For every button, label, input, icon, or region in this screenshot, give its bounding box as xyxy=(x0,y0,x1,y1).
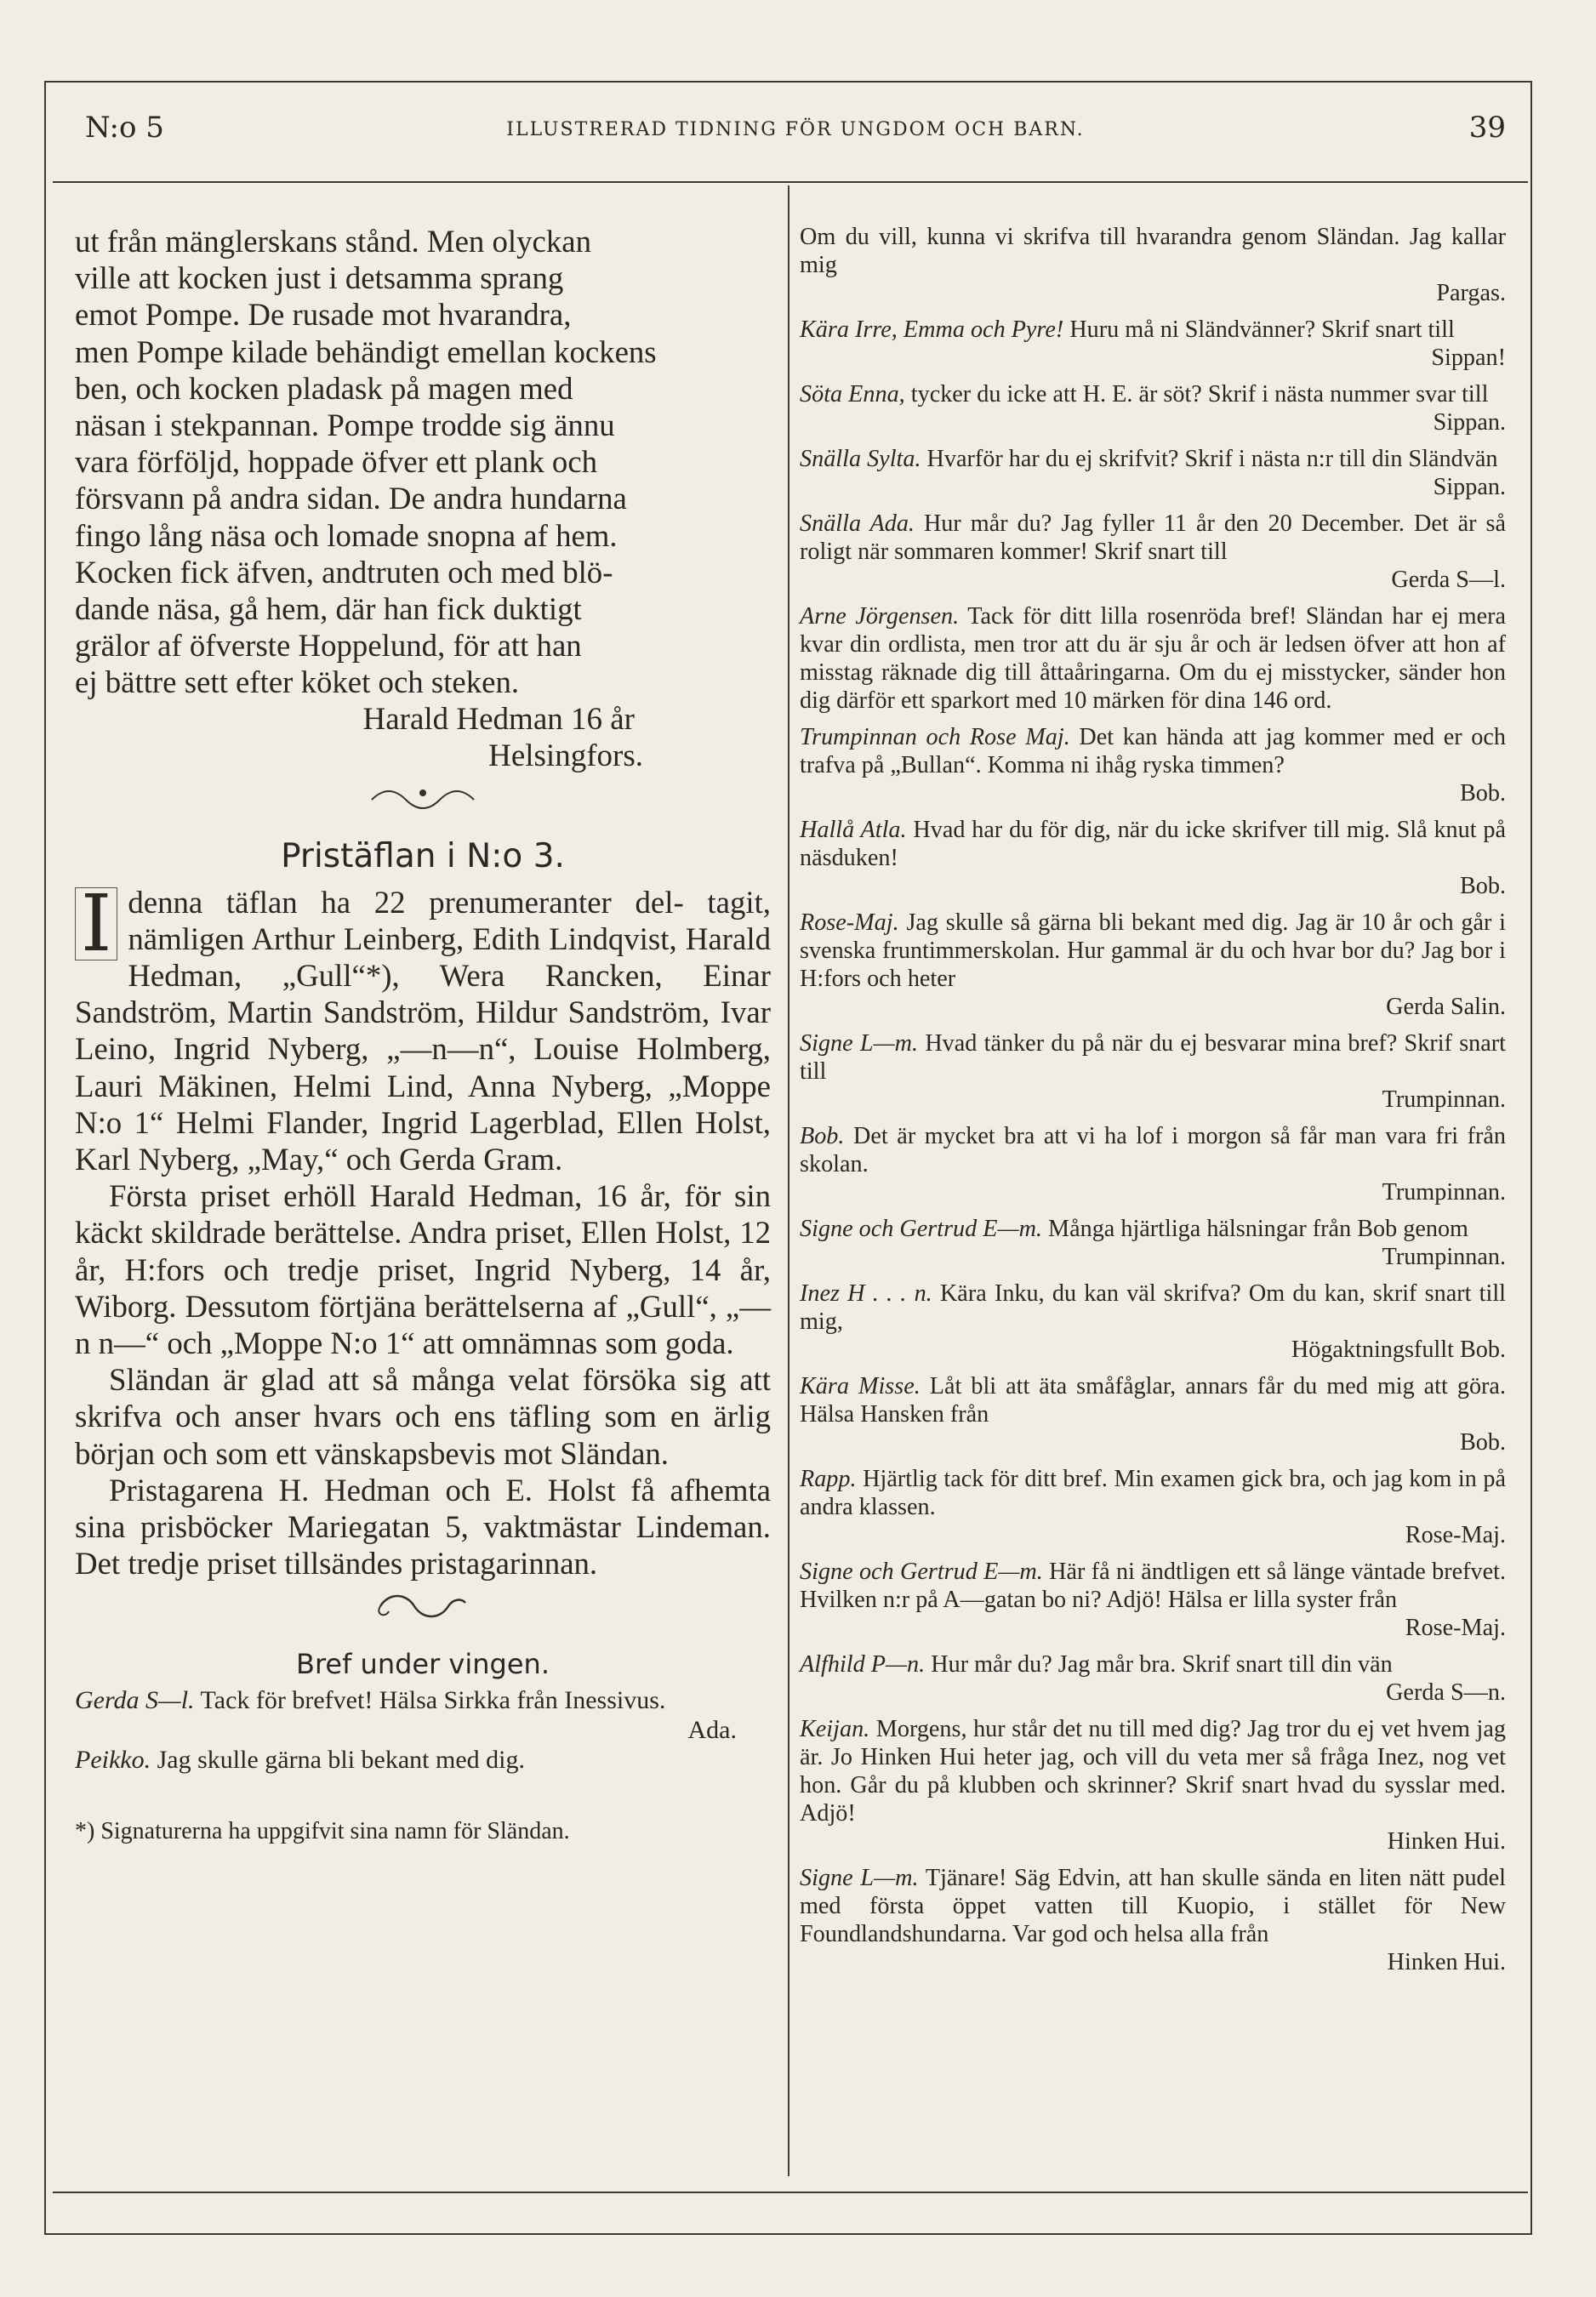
letter-text: Jag skulle så gärna bli bekant med dig. Jag är 10 år och går i svenska fruntimmerskolan. Hur gammal är du och hvar bor du? Jag bor i H:fors och heter xyxy=(800,909,1507,992)
story-line: näsan i stekpannan. Pompe trodde sig ännu xyxy=(75,408,615,443)
letter-entry xyxy=(800,1215,1506,1271)
letter-text: Hvad tänker du på när du ej besvarar mina bref? Skrif snart till xyxy=(800,1030,1506,1085)
bref-entry xyxy=(75,1745,771,1775)
ornament-icon xyxy=(363,1587,482,1625)
letter-signature: Gerda S—l. xyxy=(1391,567,1506,593)
letter-signature: Rose-Maj. xyxy=(1405,1615,1506,1641)
letter-name: Signe L—m. xyxy=(800,1865,919,1891)
letter-signature: Trumpinnan. xyxy=(1382,1244,1506,1270)
letter-signature: Bob. xyxy=(1459,1429,1506,1456)
prize-section xyxy=(75,877,771,1582)
letter-text: Hur mår du? Jag fyller 11 år den 20 December. Det är så roligt när sommaren kommer! Skrif snart till xyxy=(800,510,1506,565)
letter-text: Det är mycket bra att vi ha lof i morgon så får man vara fri från skolan. xyxy=(800,1123,1507,1177)
letter-name: Bob. xyxy=(800,1123,845,1149)
story-continuation xyxy=(75,223,771,701)
letter-entry xyxy=(800,1029,1506,1114)
letter-signature: Högaktningsfullt Bob. xyxy=(1291,1337,1506,1363)
letter-text: Låt bli att äta småfåglar, annars får du med mig att göra. Hälsa Hansken från xyxy=(800,1373,1506,1428)
bref-entry xyxy=(75,1685,771,1715)
letter-text: tycker du icke att H. E. är söt? Skrif i nästa nummer svar till xyxy=(910,381,1489,408)
letter-text: Huru må ni Sländvänner? Skrif snart till xyxy=(1069,316,1455,343)
prize-paragraph-3: Pristagarena H. Hedman och E. Holst få afhemta sina prisböcker Mariegatan 5, vaktmästar Lindeman. Det tredje priset tillsändes pristagarinnan. xyxy=(75,1472,771,1582)
letter-name: Rapp. xyxy=(800,1466,857,1492)
letter-signature: Hinken Hui. xyxy=(1387,1828,1506,1855)
letter-name: Snälla Ada. xyxy=(800,510,915,537)
story-line: ben, och kocken pladask på magen med xyxy=(75,370,573,406)
bottom-rule xyxy=(53,2192,1528,2193)
footnote: *) Signaturerna ha uppgifvit sina namn för Sländan. xyxy=(75,1817,570,1844)
story-line: ville att kocken just i detsamma sprang xyxy=(75,260,564,296)
letter-signature: Rose-Maj. xyxy=(1405,1522,1506,1548)
column-divider xyxy=(788,185,789,2176)
letter-text: Tack för ditt lilla rosenröda bref! Sländan har ej mera kvar din ordlista, men tror att du är sju år och är ledsen öfver att hon af misstag räknade dig till åttaåringarna. Om du ej misstycker, sänder hon dig därför ett sparkort med 10 märken för dina 146 ord. xyxy=(800,603,1506,714)
story-place: Helsingfors. xyxy=(488,738,643,773)
page-number: 39 xyxy=(1468,111,1506,145)
bref-signature: Ada. xyxy=(687,1715,737,1744)
letter-entry xyxy=(800,380,1506,436)
letter-signature: Trumpinnan. xyxy=(1382,1179,1506,1205)
letter-text: Kära Inku, du kan väl skrifva? Om du kan, skrif snart till mig, xyxy=(800,1280,1506,1335)
letter-name: Alfhild P—n. xyxy=(800,1651,926,1678)
letter-name: Kära Misse. xyxy=(800,1373,921,1399)
bref-text: Tack för brefvet! Hälsa Sirkka från Inessivus. xyxy=(200,1685,666,1714)
letter-text: Många hjärtliga hälsningar från Bob genom xyxy=(1048,1216,1468,1242)
page-header xyxy=(85,92,1506,177)
letter-entry xyxy=(800,602,1506,715)
letter-entry xyxy=(800,1650,1506,1707)
letter-text: Hvarför har du ej skrifvit? Skrif i nästa n:r till din Sländvän xyxy=(926,446,1498,472)
letter-text: Morgens, hur står det nu till med dig? Jag tror du ej vet hvem jag är. Jo Hinken Hui heter jag, och vill du veta mer så fråga Inez, nog vet hon. Går du på klubben och skrinner? Skrif snart hvad du sysslar med. Adjö! xyxy=(800,1716,1506,1827)
letter-entry xyxy=(800,1280,1506,1364)
letter-name: Inez H . . . n. xyxy=(800,1280,932,1307)
letter-signature: Sippan. xyxy=(1433,474,1506,500)
letter-name: Söta Enna, xyxy=(800,381,905,408)
letter-name: Signe och Gertrud E—m. xyxy=(800,1559,1043,1585)
letter-signature: Pargas. xyxy=(1436,280,1506,306)
left-column xyxy=(75,223,771,1845)
letter-entry xyxy=(800,1122,1506,1206)
letter-entry xyxy=(800,1558,1506,1642)
prize-result: Första priset erhöll Harald Hedman, 16 år, för sin käckt skildrade berättelse. Andra priset, Ellen Holst, 12 år, H:fors och tredje priset, Ingrid Nyberg, 14 år, Wiborg. Dessutom förtjäna berättelserna af „Gull“, „—n n—“ och „Moppe N:o 1“ att omnämnas som goda. xyxy=(75,1178,771,1361)
prize-paragraph-2: Sländan är glad att så många velat försöka sig att skrifva och anser hvars och ens täfling som en ärlig början och som ett vänskapsbevis mot Sländan. xyxy=(75,1362,771,1471)
story-line: ej bättre sett efter köket och steken. xyxy=(75,664,520,700)
prize-heading: Pristäflan i N:o 3. xyxy=(281,836,565,875)
story-line: vara förföljd, hoppade öfver ett plank och xyxy=(75,444,598,480)
letter-name: Keijan. xyxy=(800,1716,870,1742)
flourish-ornament xyxy=(75,774,771,822)
letter-name: Trumpinnan och Rose Maj. xyxy=(800,724,1070,750)
story-line: dande näsa, gå hem, där han fick duktigt xyxy=(75,591,582,627)
story-line: ut från mänglerskans stånd. Men olyckan xyxy=(75,224,591,259)
issue-number: N:o 5 xyxy=(85,111,164,145)
bref-heading: Bref under vingen. xyxy=(296,1647,550,1680)
story-line: fingo lång näsa och lomade snopna af hem. xyxy=(75,517,618,553)
story-line: grälor af öfverste Hoppelund, för att han xyxy=(75,628,582,664)
letter-text: Om du vill, kunna vi skrifva till hvarandra genom Sländan. Jag kallar mig xyxy=(800,224,1506,278)
letter-entry xyxy=(800,816,1506,900)
letter-text: Hjärtlig tack för ditt bref. Min examen gick bra, och jag kom in på andra klassen. xyxy=(800,1466,1507,1520)
letter-entry xyxy=(800,223,1506,307)
letter-signature: Hinken Hui. xyxy=(1387,1949,1506,1975)
story-line: men Pompe kilade behändigt emellan kockens xyxy=(75,333,657,369)
letter-name: Signe L—m. xyxy=(800,1030,919,1057)
letter-signature: Trumpinnan. xyxy=(1382,1086,1506,1113)
flourish-icon xyxy=(355,774,491,817)
letter-entry xyxy=(800,1715,1506,1855)
story-line: emot Pompe. De rusade mot hvarandra, xyxy=(75,297,572,333)
letter-entry xyxy=(800,1372,1506,1456)
right-column xyxy=(800,223,1506,1985)
story-signature: Harald Hedman 16 år xyxy=(362,701,635,737)
header-rule xyxy=(53,181,1528,183)
letter-signature: Bob. xyxy=(1459,873,1506,899)
bref-name: Gerda S—l. xyxy=(75,1685,195,1714)
letter-name: Hallå Atla. xyxy=(800,817,907,843)
letter-name: Snälla Sylta. xyxy=(800,446,921,472)
letter-entry xyxy=(800,316,1506,372)
letter-entry xyxy=(800,723,1506,807)
letter-entry xyxy=(800,909,1506,1021)
letter-signature: Sippan. xyxy=(1433,409,1506,436)
letter-text: Det kan hända att jag kommer med er och trafva på „Bullan“. Komma ni ihåg ryska timmen? xyxy=(800,724,1506,778)
letter-name: Rose-Maj. xyxy=(800,909,899,936)
ornament xyxy=(75,1587,771,1636)
letter-text: Hur mår du? Jag mår bra. Skrif snart till din vän xyxy=(931,1651,1393,1678)
story-line: försvann på andra sidan. De andra hundarna xyxy=(75,481,627,516)
letter-text: Hvad har du för dig, när du icke skrifver till mig. Slå knut på näsduken! xyxy=(800,817,1506,871)
letter-signature: Gerda S—n. xyxy=(1386,1679,1506,1706)
bref-text: Jag skulle gärna bli bekant med dig. xyxy=(157,1745,526,1774)
letter-signature: Bob. xyxy=(1459,780,1506,807)
letter-signature: Sippan! xyxy=(1431,345,1506,371)
letter-name: Kära Irre, Emma och Pyre! xyxy=(800,316,1064,343)
prize-participants: denna täflan ha 22 prenumeranter del- tagit, nämligen Arthur Leinberg, Edith Lindqvist, Harald Hedman, „Gull“*), Wera Rancken, Einar Sandström, Martin Sandström, Hildur Sandström, Ivar Leino, Ingrid Nyberg, „—n—n“, Louise Holmberg, Lauri Mäkinen, Helmi Lind, Anna Nyberg, „Moppe N:o 1“ Helmi Flander, Ingrid Lagerblad, Ellen Holst, Karl Nyberg, „May,“ och Gerda Gram. xyxy=(75,884,771,1177)
dropcap-letter: I xyxy=(75,887,117,960)
letter-text: Här få ni ändtligen ett så länge väntade brefvet. Hvilken n:r på A—gatan bo ni? Adjö! Hälsa er lilla syster från xyxy=(800,1559,1506,1613)
letter-entry xyxy=(800,1465,1506,1549)
story-line: Kocken fick äfven, andtruten och med blö- xyxy=(75,554,613,590)
letter-entry xyxy=(800,1864,1506,1976)
letter-entry xyxy=(800,445,1506,501)
letter-signature: Gerda Salin. xyxy=(1386,994,1506,1020)
letter-name: Signe och Gertrud E—m. xyxy=(800,1216,1042,1242)
publication-title: ILLUSTRERAD TIDNING FÖR UNGDOM OCH BARN. xyxy=(506,119,1085,140)
letter-text: Tjänare! Säg Edvin, att han skulle sända en liten nätt pudel med första öppet vatten till Kuopio, i stället för New Foundlandshundarna. Var god och helsa alla från xyxy=(800,1865,1506,1947)
bref-name: Peikko. xyxy=(75,1745,151,1774)
letter-name: Arne Jörgensen. xyxy=(800,603,960,630)
letter-entry xyxy=(800,510,1506,594)
